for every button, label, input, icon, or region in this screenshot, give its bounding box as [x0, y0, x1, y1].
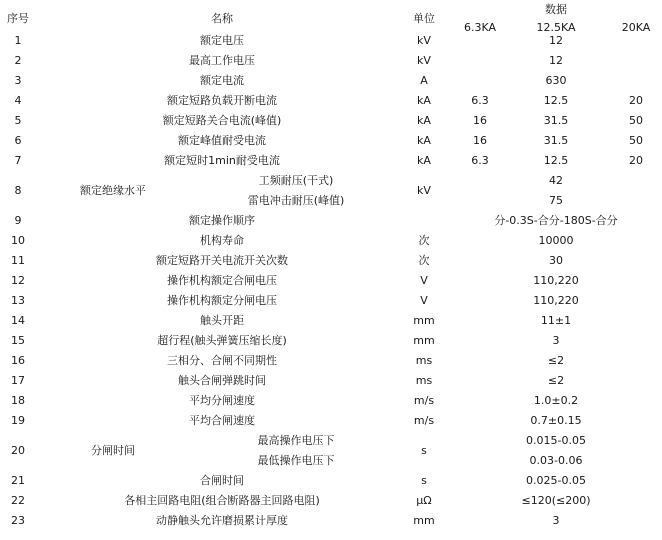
row-number: 1 — [14, 34, 22, 47]
row-unit: s — [421, 474, 427, 487]
row-unit: s — [421, 444, 427, 457]
row-value: 12.5 — [543, 94, 569, 107]
header-col-20ka: 20KA — [621, 21, 651, 34]
row-unit: μΩ — [416, 494, 432, 507]
row-unit: ms — [415, 354, 433, 367]
row-unit: mm — [413, 334, 435, 347]
row-value: 31.5 — [543, 114, 569, 127]
row-number: 15 — [11, 334, 25, 347]
row-value: 30 — [549, 254, 563, 267]
row-number: 22 — [11, 494, 25, 507]
row-name: 额定短路开关电流开关次数 — [156, 254, 288, 267]
row-value: 20 — [629, 94, 643, 107]
row-unit: m/s — [413, 394, 435, 407]
row-number: 2 — [14, 54, 22, 67]
row-unit: kV — [417, 184, 431, 197]
row-value: 分-0.3S-合分-180S-合分 — [494, 214, 618, 227]
row-number: 14 — [11, 314, 25, 327]
row-name: 额定短路负载开断电流 — [167, 94, 277, 107]
row-name: 额定电压 — [200, 34, 244, 47]
row-number: 12 — [11, 274, 25, 287]
row-number: 11 — [11, 254, 25, 267]
row-name: 额定峰值耐受电流 — [178, 134, 266, 147]
row-value: 110,220 — [533, 274, 579, 287]
row-unit: V — [420, 294, 428, 307]
row-number: 20 — [11, 444, 25, 457]
row-value: 16 — [473, 114, 487, 127]
row-unit: mm — [413, 514, 435, 527]
row-number: 10 — [11, 234, 25, 247]
row-unit: A — [420, 74, 428, 87]
row-name: 三相分、合闸不同期性 — [167, 354, 277, 367]
row-name: 额定绝缘水平 — [80, 184, 146, 197]
row-name: 额定操作顺序 — [189, 214, 255, 227]
row-unit: kV — [417, 54, 431, 67]
row-unit: kA — [417, 154, 431, 167]
row-unit: 次 — [418, 234, 430, 247]
row-number: 21 — [11, 474, 25, 487]
row-number: 8 — [14, 184, 22, 197]
row-value: 630 — [545, 74, 567, 87]
row-unit: ms — [415, 374, 433, 387]
row-number: 9 — [14, 214, 22, 227]
row-unit: kV — [417, 34, 431, 47]
row-value: 50 — [629, 134, 643, 147]
row-sub-value: 0.03-0.06 — [529, 454, 583, 467]
row-name: 额定电流 — [200, 74, 244, 87]
row-value: 31.5 — [543, 134, 569, 147]
row-name: 触头合闸弹跳时间 — [178, 374, 266, 387]
row-name: 额定短时1min耐受电流 — [164, 154, 280, 167]
row-name: 机构寿命 — [200, 234, 244, 247]
header-col-12-5ka: 12.5KA — [536, 21, 576, 34]
row-value: 1.0±0.2 — [533, 394, 579, 407]
row-sub-name: 雷电冲击耐压(峰值) — [247, 194, 345, 207]
row-number: 18 — [11, 394, 25, 407]
row-name: 额定短路关合电流(峰值) — [162, 114, 282, 127]
row-number: 4 — [14, 94, 22, 107]
row-number: 13 — [11, 294, 25, 307]
row-unit: kA — [417, 114, 431, 127]
header-data: 数据 — [545, 3, 567, 16]
row-value: 50 — [629, 114, 643, 127]
row-sub-name: 最高操作电压下 — [257, 434, 335, 447]
row-unit: mm — [413, 314, 435, 327]
row-number: 17 — [11, 374, 25, 387]
row-unit: V — [420, 274, 428, 287]
row-name: 触头开距 — [200, 314, 244, 327]
row-value: 12 — [549, 54, 563, 67]
row-unit: 次 — [418, 254, 430, 267]
row-number: 5 — [14, 114, 22, 127]
row-number: 7 — [14, 154, 22, 167]
row-value: 0.7±0.15 — [530, 414, 582, 427]
row-unit: m/s — [413, 414, 435, 427]
row-name: 分闸时间 — [91, 444, 135, 457]
row-value: 10000 — [538, 234, 574, 247]
row-unit: kA — [417, 94, 431, 107]
row-name: 平均合闸速度 — [189, 414, 255, 427]
row-value: 12 — [549, 34, 563, 47]
row-value: ≤2 — [547, 374, 565, 387]
header-name: 名称 — [211, 12, 233, 25]
row-value: ≤120(≤200) — [521, 494, 591, 507]
row-value: 6.3 — [471, 94, 489, 107]
row-name: 动静触头允许磨损累计厚度 — [156, 514, 288, 527]
row-name: 合闸时间 — [200, 474, 244, 487]
row-value: 12.5 — [543, 154, 569, 167]
row-name: 超行程(触头弹簧压缩长度) — [157, 334, 287, 347]
row-value: 16 — [473, 134, 487, 147]
header-col-6-3ka: 6.3KA — [463, 21, 497, 34]
row-number: 19 — [11, 414, 25, 427]
row-value: 20 — [629, 154, 643, 167]
row-value: 110,220 — [533, 294, 579, 307]
row-value: 11±1 — [540, 314, 572, 327]
row-name: 操作机构额定分闸电压 — [167, 294, 277, 307]
row-value: ≤2 — [547, 354, 565, 367]
row-value: 3 — [552, 334, 560, 347]
row-name: 操作机构额定合闸电压 — [167, 274, 277, 287]
row-sub-value: 42 — [549, 174, 563, 187]
header-seq: 序号 — [7, 12, 29, 25]
row-value: 6.3 — [471, 154, 489, 167]
row-name: 最高工作电压 — [189, 54, 255, 67]
header-unit: 单位 — [413, 12, 435, 25]
row-name: 平均分闸速度 — [189, 394, 255, 407]
row-number: 3 — [14, 74, 22, 87]
row-name: 各相主回路电阻(组合断路器主回路电阻) — [124, 494, 320, 507]
row-sub-name: 工频耐压(干式) — [258, 174, 334, 187]
row-value: 0.025-0.05 — [526, 474, 586, 487]
row-sub-value: 0.015-0.05 — [526, 434, 586, 447]
row-value: 3 — [552, 514, 560, 527]
row-sub-name: 最低操作电压下 — [257, 454, 335, 467]
row-number: 16 — [11, 354, 25, 367]
row-unit: kA — [417, 134, 431, 147]
row-number: 23 — [11, 514, 25, 527]
row-sub-value: 75 — [549, 194, 563, 207]
row-number: 6 — [14, 134, 22, 147]
